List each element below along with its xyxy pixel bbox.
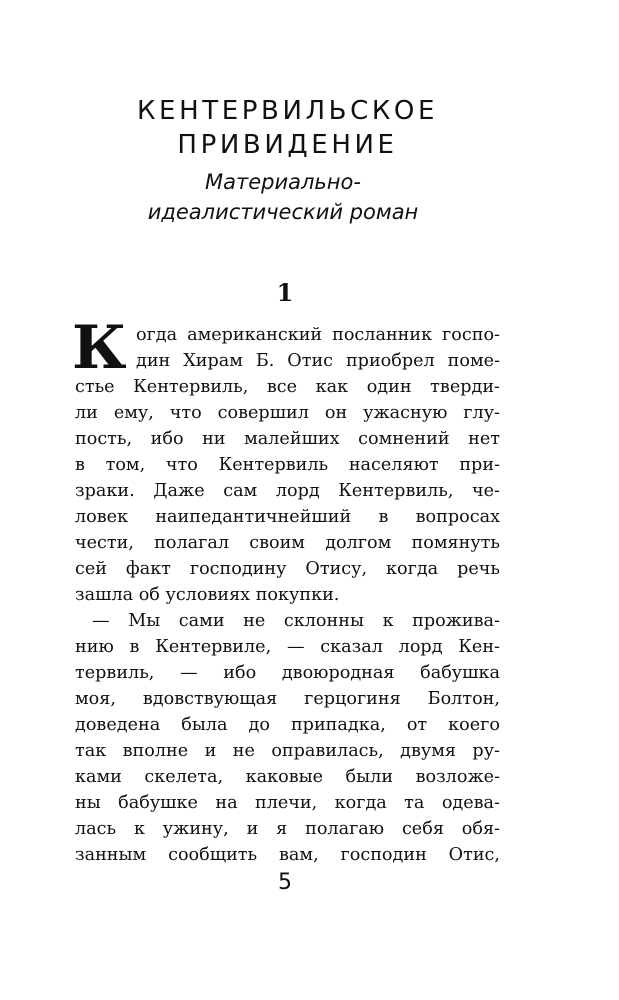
- title-line-1: КЕНТЕРВИЛЬСКОЕ: [136, 96, 438, 126]
- text-line: так вполне и не оправилась, двумя ру-: [75, 741, 500, 761]
- text-line: стье Кентервиль, все как один тверди-: [75, 377, 500, 397]
- text-line: доведена была до припадка, от коего: [75, 715, 500, 735]
- text-line: чести, полагал своим долгом помянуть: [75, 533, 500, 553]
- chapter-number: 1: [276, 278, 294, 307]
- text-line: — Мы сами не склонны к проживa-: [92, 611, 500, 631]
- subtitle-line-1: Материально-: [205, 170, 361, 194]
- text-line: ны бабушке на плечи, когда та одева-: [75, 793, 500, 813]
- page-number: 5: [278, 870, 292, 895]
- text-line: в том, что Кентервиль населяют при-: [75, 455, 500, 475]
- text-line: зраки. Даже сам лорд Кентервиль, че-: [75, 481, 500, 501]
- text-line: занным сообщить вам, господин Отис,: [75, 845, 500, 865]
- text-line: лась к ужину, и я полагаю себя обя-: [75, 819, 500, 839]
- text-line: дин Хирам Б. Отис приобрел поме-: [136, 351, 500, 371]
- text-line: зашла об условиях покупки.: [75, 585, 340, 605]
- text-line: огда американский посланник госпо-: [136, 325, 500, 345]
- text-line: пость, ибо ни малейших сомнений нет: [75, 429, 500, 449]
- text-line: ловек наипедантичнейший в вопросах: [75, 507, 500, 527]
- title-line-2: ПРИВИДЕНИЕ: [177, 130, 398, 160]
- subtitle-line-2: идеалистический роман: [147, 200, 419, 224]
- text-line: сей факт господину Отису, когда речь: [75, 559, 500, 579]
- text-line: ками скелета, каковые были возложе-: [75, 767, 500, 787]
- drop-cap: К: [72, 313, 127, 383]
- text-line: моя, вдовствующая герцогиня Болтон,: [75, 689, 500, 709]
- text-line: ли ему, что совершил он ужасную глу-: [75, 403, 500, 423]
- text-line: нию в Кентервиле, — сказал лорд Кен-: [75, 637, 500, 657]
- text-line: тервиль, — ибо двоюродная бабушка: [75, 663, 500, 683]
